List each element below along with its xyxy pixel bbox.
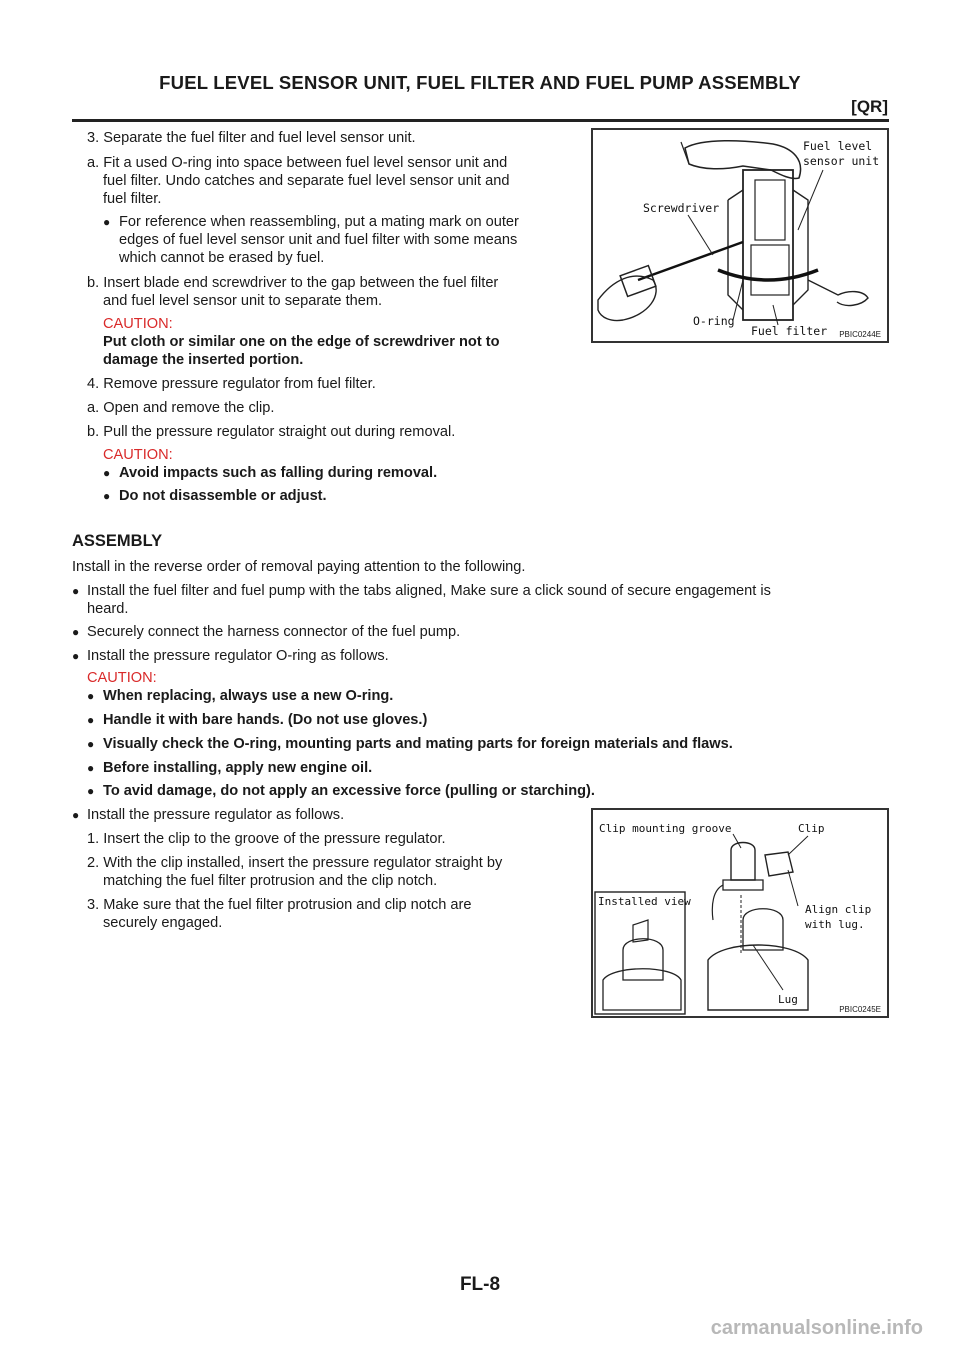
install-step-3-line2: securely engaged. (103, 915, 223, 931)
bullet-icon: ● (87, 784, 95, 798)
assembly-bullet-1-line1: Install the fuel filter and fuel pump with the tabs aligned, Make sure a click sound of secure engagement is (87, 583, 771, 599)
caution-bullet: Visually check the O-ring, mounting parts and mating parts for foreign materials and flaws. (103, 736, 733, 752)
step-3b-line2: and fuel level sensor unit to separate them. (103, 293, 383, 309)
install-step-1: 1. Insert the clip to the groove of the pressure regulator. (87, 831, 446, 847)
section-tag: [QR] (851, 97, 888, 116)
bullet-icon: ● (87, 737, 95, 751)
install-step-2-line1: 2. With the clip installed, insert the pressure regulator straight by (87, 855, 503, 871)
figure-illustration (593, 130, 887, 341)
figure-illustration (593, 810, 887, 1016)
figure-code: PBIC0244E (839, 330, 881, 339)
page-number: FL-8 (459, 1274, 501, 1295)
bullet-icon: ● (72, 625, 80, 639)
step-3a-line1: a. Fit a used O-ring into space between fuel level sensor unit and (87, 155, 508, 171)
bullet-icon: ● (87, 689, 95, 703)
figure-pressure-regulator-installation (591, 808, 889, 1018)
label-screwdriver: Screwdriver (643, 201, 720, 215)
label-installed-view: Installed view (598, 895, 691, 908)
step-3a-line2: fuel filter. Undo catches and separate fuel level sensor unit and (103, 173, 510, 189)
label-with-lug: with lug. (805, 918, 865, 931)
step-3b-line1: b. Insert blade end screwdriver to the gap between the fuel filter (87, 275, 499, 291)
bullet-icon: ● (87, 713, 95, 727)
step-3: 3. Separate the fuel filter and fuel level sensor unit. (87, 130, 416, 146)
label-fuel-level: Fuel level (803, 139, 873, 153)
label-oring: O-ring (693, 314, 735, 328)
label-clip: Clip (798, 822, 825, 835)
reference-line2: edges of fuel level sensor unit and fuel filter with some means (119, 232, 518, 248)
caution-bullet: Avoid impacts such as falling during removal. (119, 465, 438, 481)
label-fuel-filter: Fuel filter (751, 324, 828, 338)
label-lug: Lug (778, 993, 798, 1006)
install-step-2-line2: matching the fuel filter protrusion and the clip notch. (103, 873, 438, 889)
assembly-bullet-4: Install the pressure regulator as follows. (87, 807, 345, 823)
assembly-intro: Install in the reverse order of removal paying attention to the following. (72, 559, 526, 575)
bullet-icon: ● (87, 761, 95, 775)
caution-text-line1: Put cloth or similar one on the edge of screwdriver not to (103, 334, 500, 350)
label-align-clip: Align clip (805, 903, 872, 916)
caution-text-line2: damage the inserted portion. (103, 352, 304, 368)
assembly-bullet-2: Securely connect the harness connector of the fuel pump. (87, 624, 461, 640)
bullet-icon: ● (103, 466, 111, 480)
reference-line1: For reference when reassembling, put a mating mark on outer (119, 214, 519, 230)
caution-label: CAUTION: (87, 670, 157, 686)
watermark: carmanualsonline.info (710, 1317, 923, 1339)
caution-bullet: Handle it with bare hands. (Do not use gloves.) (103, 712, 428, 728)
caution-label: CAUTION: (103, 447, 173, 463)
figure-fuel-level-sensor-separation (591, 128, 889, 343)
section-heading-assembly: ASSEMBLY (72, 532, 163, 550)
caution-bullet: Before installing, apply new engine oil. (103, 760, 373, 776)
figure-code: PBIC0245E (839, 1005, 881, 1014)
bullet-icon: ● (103, 489, 111, 503)
caution-bullet: Do not disassemble or adjust. (119, 488, 327, 504)
assembly-bullet-1-line2: heard. (87, 601, 129, 617)
reference-line3: which cannot be erased by fuel. (119, 250, 325, 266)
bullet-icon: ● (72, 584, 80, 598)
header-rule (72, 119, 889, 122)
step-4a: a. Open and remove the clip. (87, 400, 275, 416)
step-3a-line3: fuel filter. (103, 191, 162, 207)
install-step-3-line1: 3. Make sure that the fuel filter protrusion and clip notch are (87, 897, 472, 913)
assembly-bullet-3: Install the pressure regulator O-ring as follows. (87, 648, 389, 664)
bullet-icon: ● (72, 649, 80, 663)
bullet-icon: ● (103, 215, 111, 229)
label-sensor-unit: sensor unit (803, 154, 880, 168)
caution-bullet: When replacing, always use a new O-ring. (103, 688, 394, 704)
bullet-icon: ● (72, 808, 80, 822)
step-4b: b. Pull the pressure regulator straight out during removal. (87, 424, 456, 440)
caution-bullet: To avid damage, do not apply an excessive force (pulling or starching). (103, 783, 595, 799)
page-title: FUEL LEVEL SENSOR UNIT, FUEL FILTER AND FUEL PUMP ASSEMBLY (159, 72, 801, 93)
label-clip-mounting-groove: Clip mounting groove (599, 822, 732, 835)
caution-label: CAUTION: (103, 316, 173, 332)
step-4: 4. Remove pressure regulator from fuel filter. (87, 376, 376, 392)
